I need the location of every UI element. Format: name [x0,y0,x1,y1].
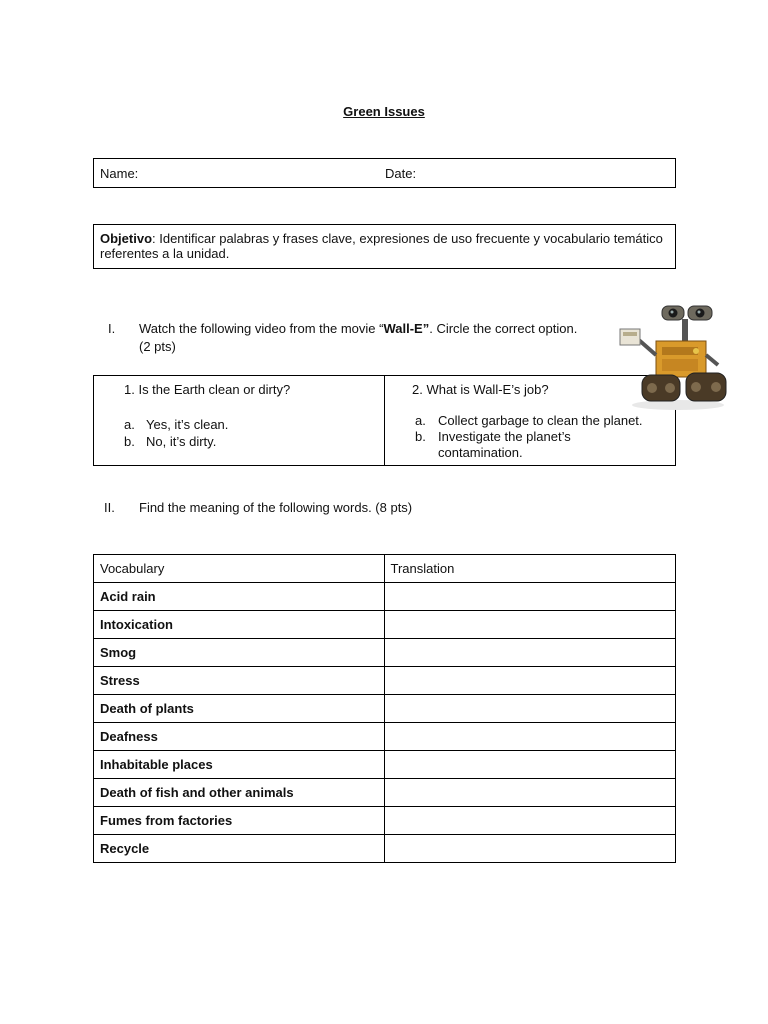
movie-name: Wall-E” [383,321,430,336]
date-label: Date: [385,166,417,181]
worksheet-title: Green Issues [343,104,425,119]
vocab-word: Acid rain [94,583,385,611]
section2-number: II. [104,500,115,515]
objective-label: Objetivo [100,231,153,246]
objective-text: : Identificar palabras y frases clave, expresiones de uso frecuente y vocabulario temático referentes a la unidad. [100,231,663,261]
translation-cell [384,779,676,807]
wall-e-robot-image [616,303,734,411]
table-row [94,723,676,751]
q1-option-a-letter: a. [124,417,135,432]
questions-table [93,375,676,466]
translation-cell [384,583,676,611]
translation-cell [384,807,676,835]
vocabulary-header: Vocabulary [94,555,385,583]
q1-option-b: No, it’s dirty. [146,434,217,449]
table-row [94,639,676,667]
translation-cell [384,667,676,695]
vocab-word: Inhabitable places [94,751,385,779]
question1-cell [94,376,385,465]
section2-instruction: Find the meaning of the following words. (8 pts) [139,500,413,515]
table-row [94,835,676,863]
q2-option-b-cont: contamination. [438,445,523,460]
vocab-word: Recycle [94,835,385,863]
name-label: Name: [100,166,139,181]
section1-text-before: Watch the following video from the movie “ [139,321,384,336]
translation-cell [384,611,676,639]
q2-option-b: Investigate the planet’s [438,429,571,444]
vocab-word: Intoxication [94,611,385,639]
translation-header: Translation [384,555,676,583]
table-row [94,667,676,695]
name-date-box [93,158,676,188]
q2-option-b-letter: b. [415,429,426,444]
section1-number: I. [108,321,116,336]
translation-cell [384,639,676,667]
table-row [94,807,676,835]
vocab-word: Fumes from factories [94,807,385,835]
q2-option-a-letter: a. [415,413,426,428]
vocabulary-header-row [94,555,676,583]
question2: 2. What is Wall-E’s job? [412,382,549,397]
translation-cell [384,695,676,723]
translation-cell [384,723,676,751]
table-row [94,751,676,779]
vocab-word: Deafness [94,723,385,751]
table-row [94,611,676,639]
translation-cell [384,835,676,863]
vocab-word: Death of fish and other animals [94,779,385,807]
vocab-word: Death of plants [94,695,385,723]
objective-box [93,224,676,269]
translation-cell [384,751,676,779]
q1-option-a: Yes, it’s clean. [146,417,229,432]
vocab-word: Stress [94,667,385,695]
section1-text-after: . Circle the correct option. [429,321,578,336]
table-row [94,695,676,723]
vocabulary-table [93,554,676,863]
table-row [94,779,676,807]
table-row [94,583,676,611]
q2-option-a: Collect garbage to clean the planet. [438,413,643,428]
question1: 1. Is the Earth clean or dirty? [124,382,291,397]
q1-option-b-letter: b. [124,434,135,449]
vocab-word: Smog [94,639,385,667]
section1-points: (2 pts) [139,339,176,354]
section1-instruction [139,321,577,336]
